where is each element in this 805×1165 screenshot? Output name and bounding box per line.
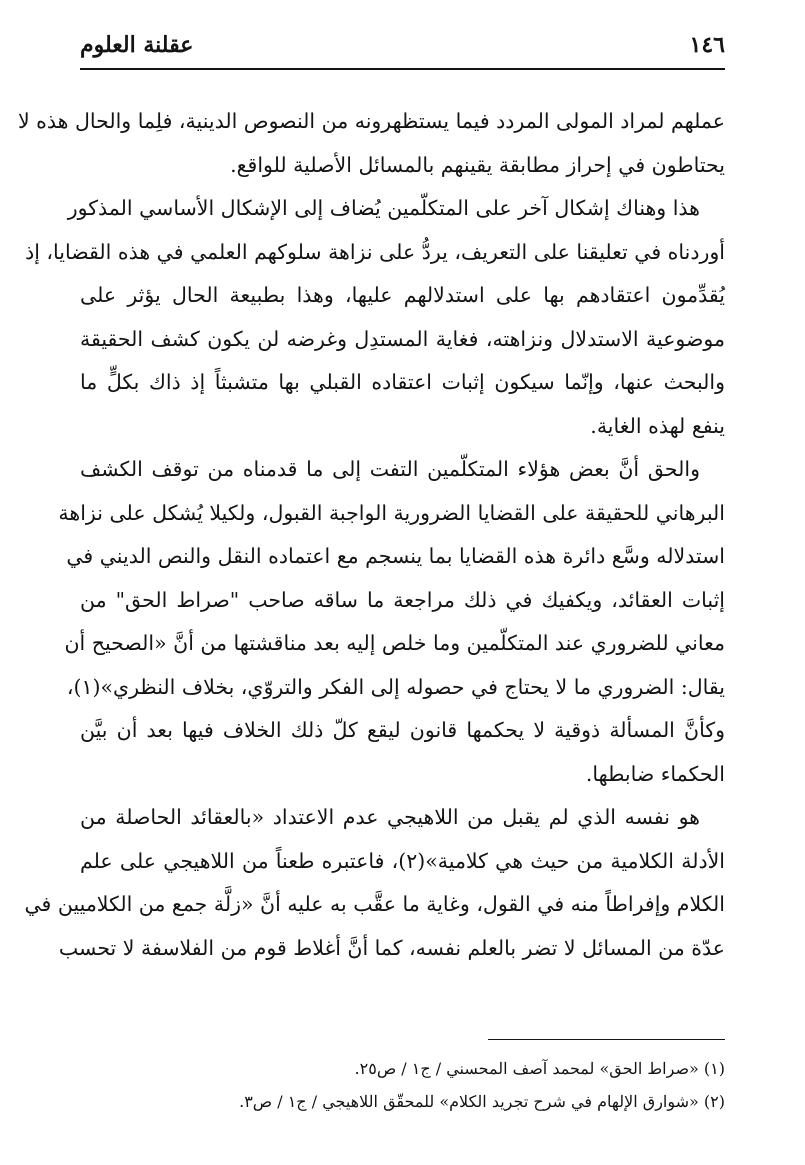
footnote: (١) «صراط الحق» لمحمد آصف المحسني / ج١ / ص٢٥.: [354, 1059, 725, 1078]
text-line: والحق أنَّ بعض هؤلاء المتكلّمين التفت إلى ما قدمناه من توقف الكشف: [80, 457, 700, 481]
text-line: عملهم لمراد المولى المردد فيما يستظهرونه من النصوص الدينية، فلِما والحال هذه لا: [17, 109, 725, 133]
text-line: البرهاني للحقيقة على القضايا الضرورية الواجبة القبول، ولكيلا يُشكل على نزاهة: [58, 500, 725, 525]
text-line: إثبات العقائد، ويكفيك في ذلك مراجعة ما ساقه صاحب "صراط الحق" من: [80, 587, 725, 612]
body-text: [17, 100, 725, 970]
footnotes: [80, 1052, 725, 1118]
text-line: معاني للضروري عند المتكلّمين وما خلص إليه بعد مناقشتها من أنَّ «الصحيح أن: [64, 631, 725, 655]
text-line: ينفع لهذه الغاية.: [590, 413, 725, 438]
text-line: هذا وهناك إشكال آخر على المتكلّمين يُضاف إلى الإشكال الأساسي المذكور: [67, 196, 700, 220]
page-number: ١٤٦: [689, 32, 725, 58]
footnote: (٢) «شوارق الإلهام في شرح تجريد الكلام» للمحقّق اللاهيجي / ج١ / ص٣.: [239, 1092, 725, 1111]
text-line: أوردناه في تعليقنا على التعريف، يردُّ على نزاهة سلوكهم العلمي في هذه القضايا، إذ: [25, 239, 725, 264]
text-line: الكلام وإفراطاً منه في القول، وغاية ما عقَّب به عليه أنَّ «زلَّة جمع من الكلاميين في: [24, 892, 725, 916]
text-line: يحتاطون في إحراز مطابقة يقينهم بالمسائل الأصلية للواقع.: [230, 152, 725, 177]
text-line: والبحث عنها، وإنّما سيكون إثبات اعتقاده القبلي بها متشبثاً إذ ذاك بكلٍّ ما: [80, 370, 725, 394]
text-line: موضوعية الاستدلال ونزاهته، فغاية المستدِل وغرضه لن يكون كشف الحقيقة: [80, 326, 725, 351]
footnote-separator: [488, 1039, 725, 1040]
text-line: هو نفسه الذي لم يقبل من اللاهيجي عدم الاعتداد «بالعقائد الحاصلة من: [80, 805, 700, 829]
text-line: عدّة من المسائل لا تضر بالعلم نفسه، كما أنَّ أغلاط قوم من الفلاسفة لا تحسب: [58, 935, 725, 960]
text-line: يقال: الضروري ما لا يحتاج في حصوله إلى الفكر والتروّي، بخلاف النظري»(١)،: [66, 674, 725, 699]
text-line: استدلاله وسَّع دائرة هذه القضايا بما ينسجم مع اعتماده النقل والنص الديني في: [66, 544, 725, 568]
text-line: يُقدِّمون اعتقادهم بها على استدلالهم عليها، وهذا بطبيعة الحال يؤثر على: [80, 283, 725, 307]
text-line: وكأنَّ المسألة ذوقية لا يحكمها قانون ليقع كلّ ذلك الخلاف فيها بعد أن بيَّن: [80, 718, 725, 742]
text-line: الحكماء ضابطها.: [585, 761, 725, 786]
running-title: عقلنة العلوم: [80, 32, 194, 58]
text-line: الأدلة الكلامية من حيث هي كلامية»(٢)، فاعتبره طعناً من اللاهيجي على علم: [80, 848, 725, 873]
page-header: [80, 28, 725, 70]
